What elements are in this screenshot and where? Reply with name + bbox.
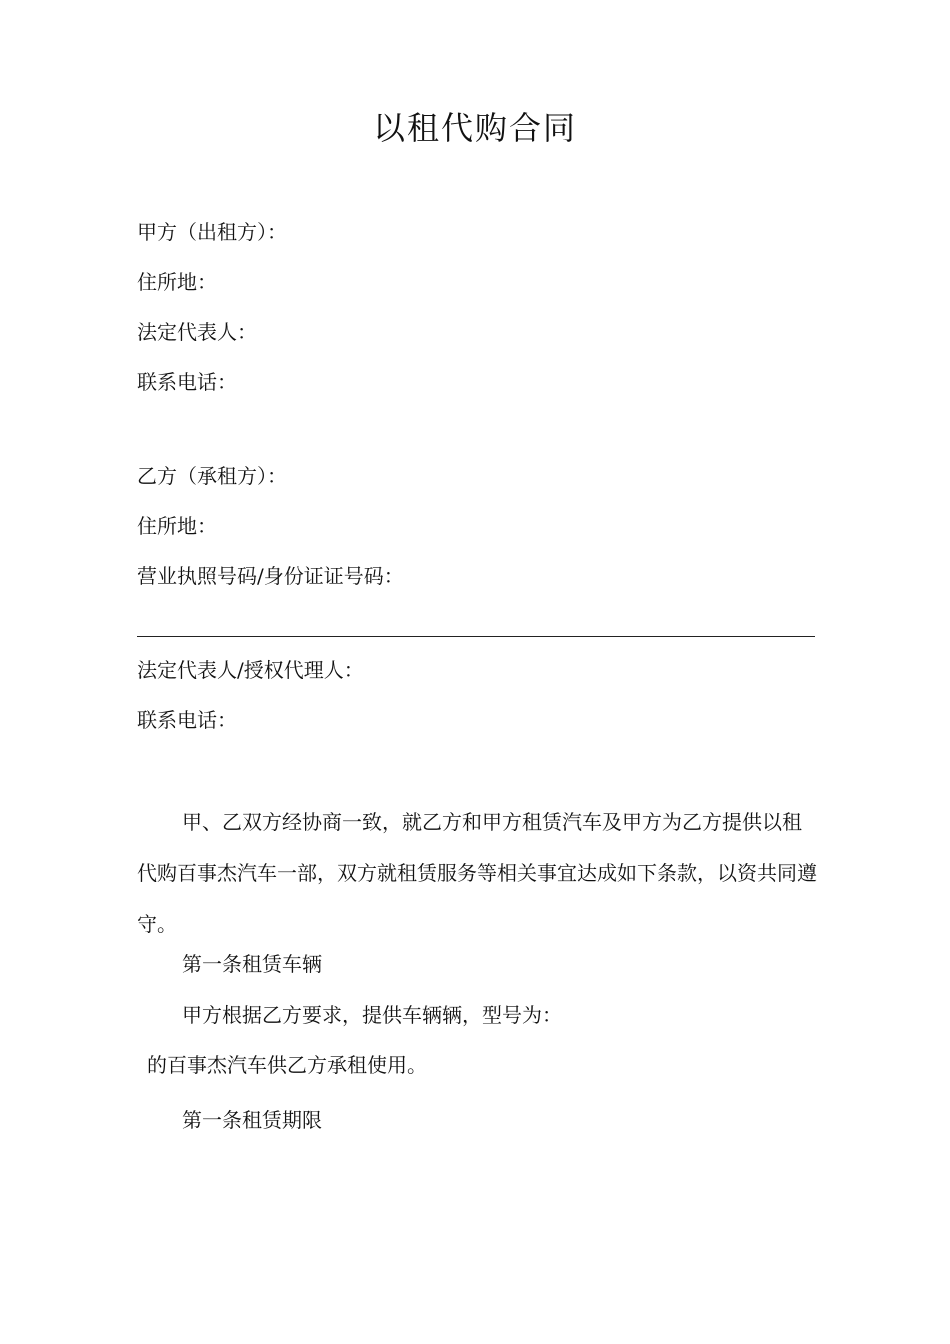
article-1-text: 甲方根据乙方要求，提供车辆辆，型号为：	[182, 1003, 562, 1027]
party-a-legal-rep: 法定代表人：	[137, 320, 257, 344]
party-b-address: 住所地：	[137, 514, 217, 538]
article-1-heading: 第一条租赁车辆	[182, 952, 322, 976]
article-1-text-cont: 的百事杰汽车供乙方承租使用。	[147, 1053, 427, 1077]
party-b-heading: 乙方（承租方）：	[137, 464, 287, 488]
party-a-phone: 联系电话：	[137, 370, 237, 394]
party-b-phone: 联系电话：	[137, 708, 237, 732]
party-b-legal-rep: 法定代表人/授权代理人：	[137, 658, 364, 682]
intro-paragraph: 甲、乙双方经协商一致，就乙方和甲方租赁汽车及甲方为乙方提供以租代购百事杰汽车一部，双方就租赁服务等相关事宜达成如下条款，以资共同遵守。	[137, 810, 817, 936]
party-a-address: 住所地：	[137, 270, 217, 294]
underline-rule	[137, 636, 815, 637]
document-title: 以租代购合同	[372, 109, 577, 147]
party-a-heading: 甲方（出租方）：	[137, 220, 287, 244]
article-2-heading: 第一条租赁期限	[182, 1108, 322, 1132]
party-b-license-id: 营业执照号码/身份证证号码：	[137, 564, 404, 588]
